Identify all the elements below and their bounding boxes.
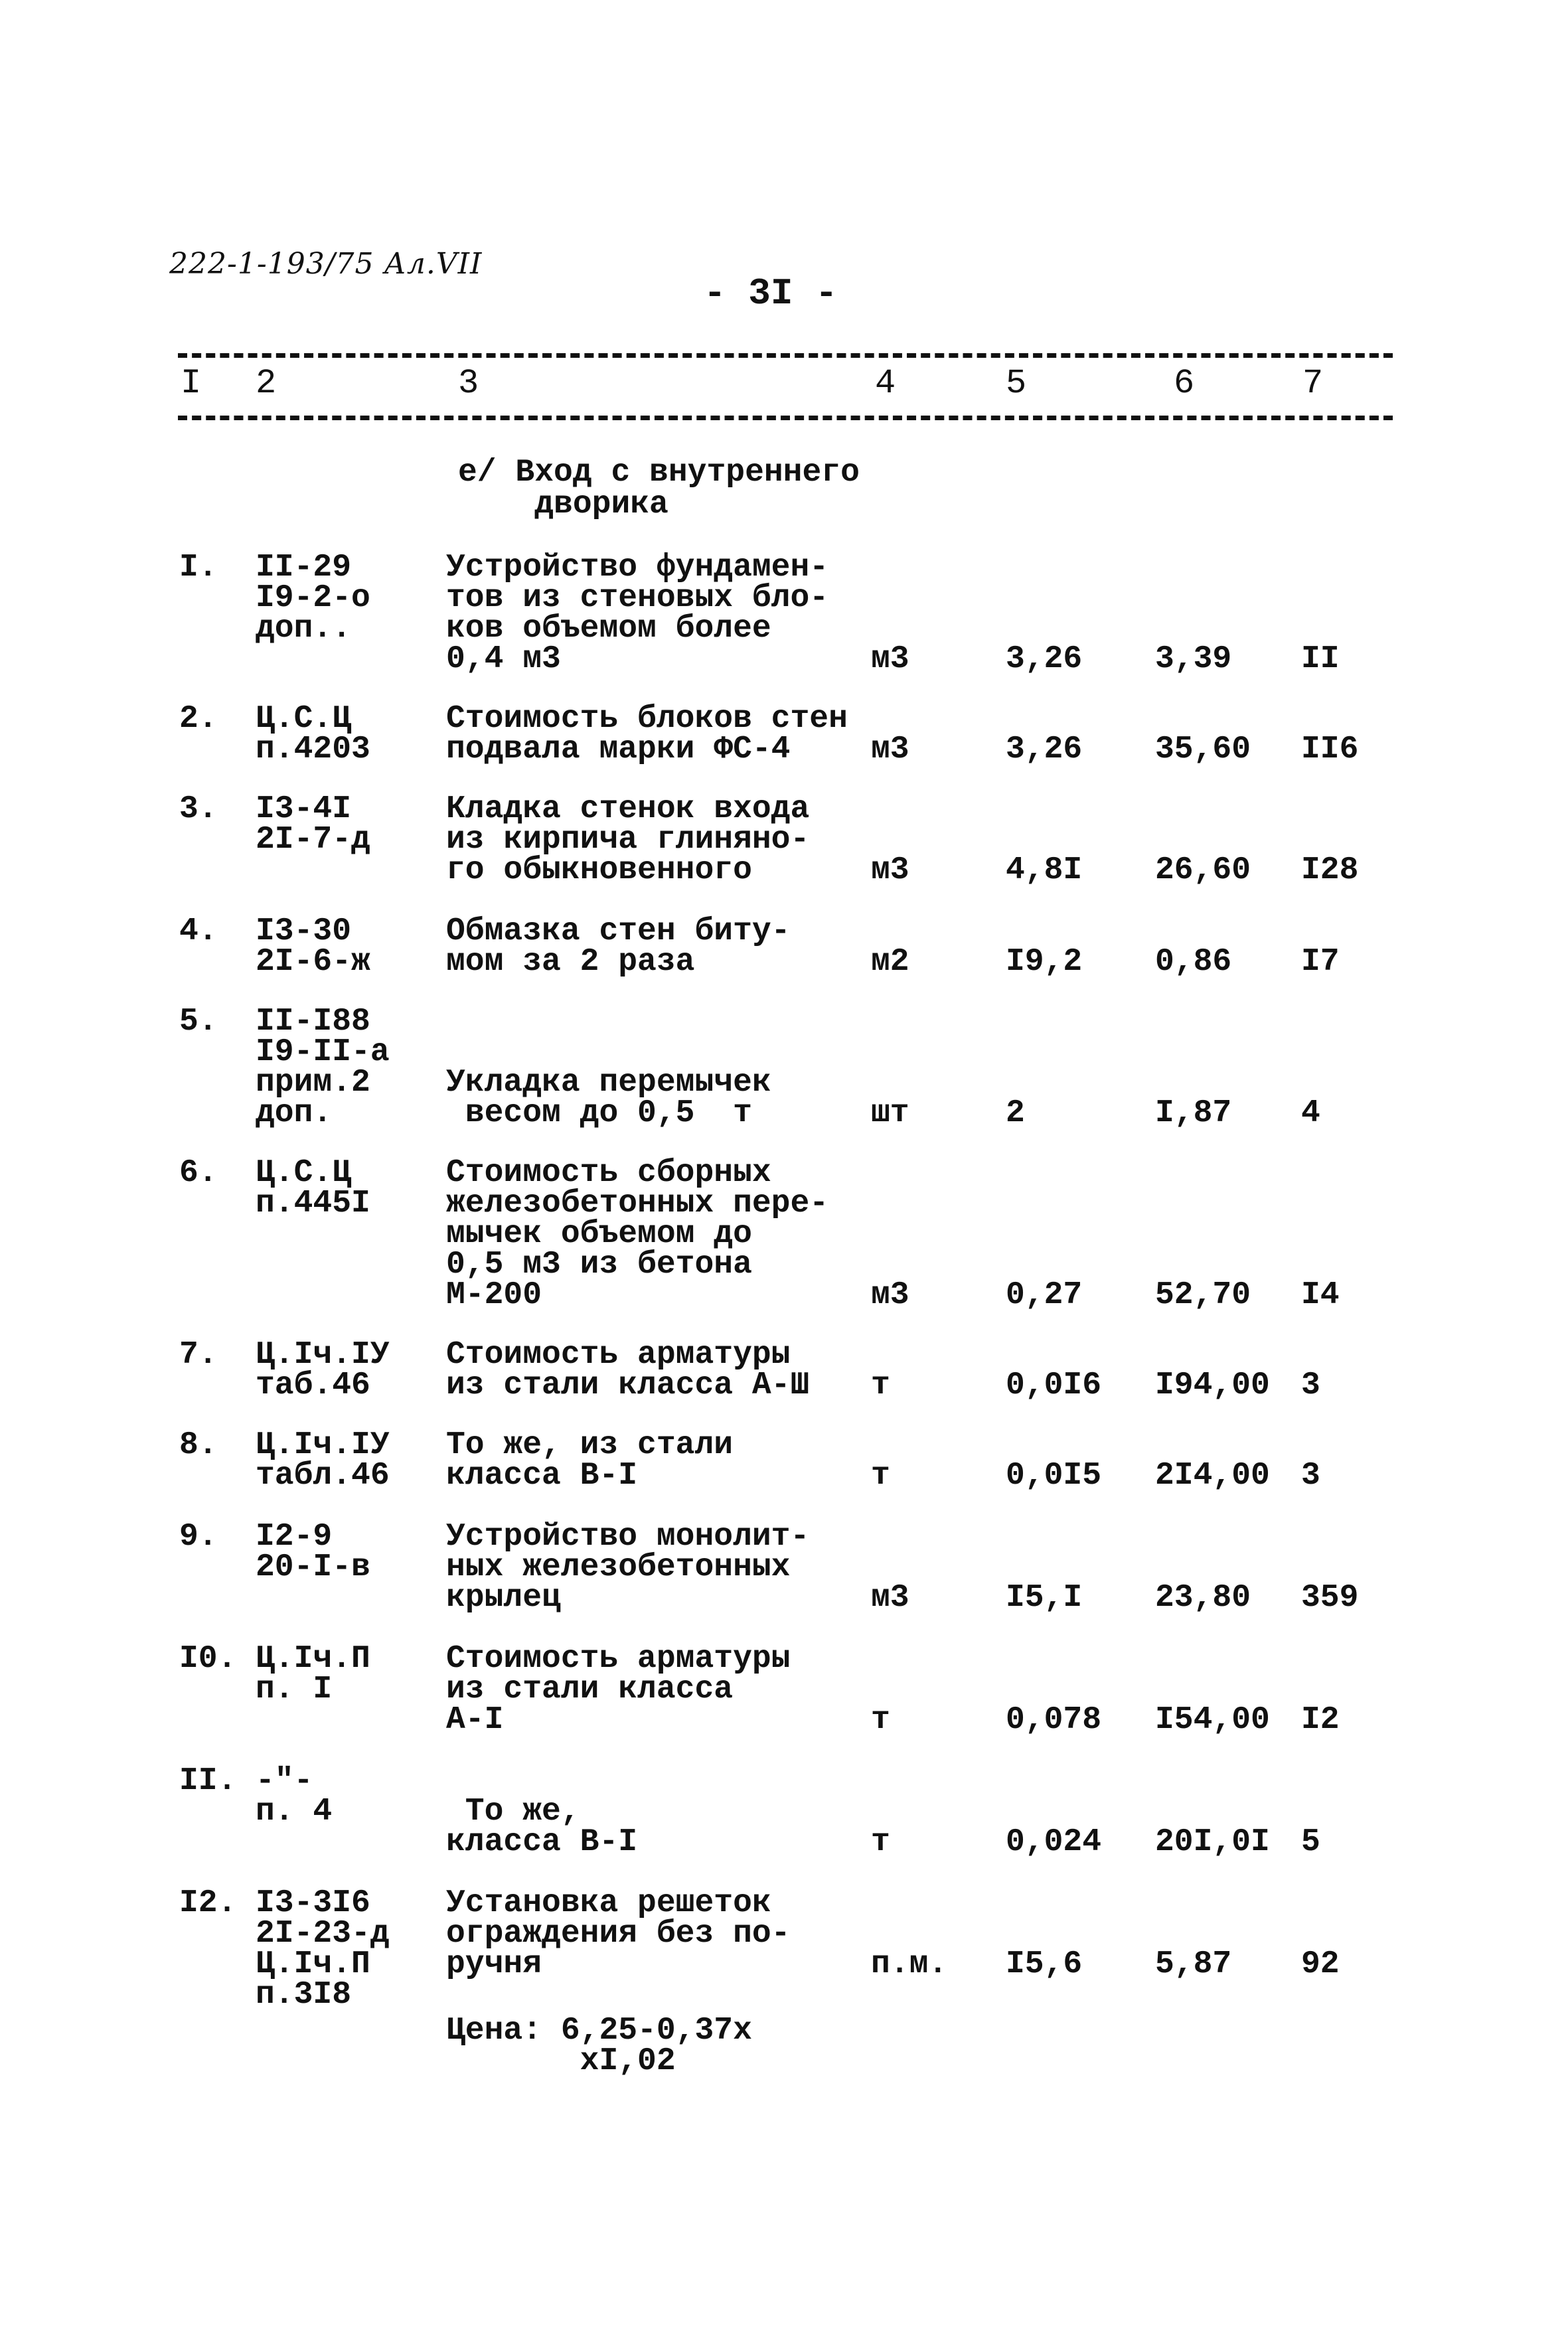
row-code: Ц.Iч.П п. I [256, 1641, 370, 1707]
row-description: Укладка перемычек весом до 0,5 т [446, 1065, 771, 1131]
row-price: 3,39 [1155, 641, 1232, 677]
row-number: 8. [179, 1427, 218, 1463]
row-quantity: 0,024 [1006, 1824, 1102, 1860]
row-number: I2. [179, 1885, 237, 1921]
row-number: 6. [179, 1155, 218, 1191]
row-code: -"- п. 4 [256, 1763, 333, 1830]
row-code: Ц.С.Ц п.4203 [256, 701, 370, 767]
col-header-1: I [181, 364, 202, 403]
row-price: I54,00 [1155, 1702, 1270, 1738]
row-total: I28 [1301, 852, 1359, 888]
header-top-rule [178, 353, 1393, 358]
row-description: Обмазка стен биту- мом за 2 раза [446, 913, 791, 980]
row-total: I7 [1301, 944, 1340, 980]
row-number: 7. [179, 1337, 218, 1373]
row-quantity: 0,27 [1006, 1277, 1083, 1313]
row-unit: м2 [871, 944, 909, 980]
row-number: 4. [179, 913, 218, 949]
row-code: II-I88 I9-II-а прим.2 доп. [256, 1004, 390, 1131]
row-description: Стоимость блоков стен подвала марки ФС-4 [446, 701, 848, 767]
row-code: I2-9 20-I-в [256, 1519, 370, 1585]
row-description: Стоимость сборных железобетонных пере- мычек объемом до 0,5 м3 из бетона М-200 [446, 1155, 829, 1313]
row-total: 5 [1301, 1824, 1320, 1860]
row-code: II-29 I9-2-о доп.. [256, 550, 370, 647]
row-quantity: 2 [1006, 1095, 1025, 1131]
row-description: Стоимость арматуры из стали класса А-I [446, 1641, 791, 1738]
row-quantity: I5,I [1006, 1580, 1083, 1616]
row-unit: м3 [871, 1580, 909, 1616]
row-total: 3 [1301, 1458, 1320, 1494]
row-total: 92 [1301, 1946, 1340, 1982]
row-code: Ц.Iч.IУ табл.46 [256, 1427, 390, 1494]
row-unit: т [871, 1824, 890, 1860]
row-number: I0. [179, 1641, 237, 1677]
row-unit: м3 [871, 732, 909, 767]
row-unit: шт [871, 1095, 909, 1131]
row-unit: т [871, 1458, 890, 1494]
row-unit: т [871, 1702, 890, 1738]
row-unit: м3 [871, 852, 909, 888]
row-total: 4 [1301, 1095, 1320, 1131]
row-number: 3. [179, 791, 218, 827]
row-total: II6 [1301, 732, 1359, 767]
row-price: 2I4,00 [1155, 1458, 1270, 1494]
row-quantity: 0,0I5 [1006, 1458, 1102, 1494]
row-price: I94,00 [1155, 1368, 1270, 1403]
row-unit: п.м. [871, 1946, 948, 1982]
row-total: 359 [1301, 1580, 1359, 1616]
section-title: е/ Вход с внутреннего дворика [458, 455, 860, 522]
row-number: I. [179, 550, 218, 586]
col-header-3: 3 [458, 364, 479, 403]
row-total: II [1301, 641, 1340, 677]
row-price: 0,86 [1155, 944, 1232, 980]
row-total: I2 [1301, 1702, 1340, 1738]
row-unit: т [871, 1368, 890, 1403]
row-description: Стоимость арматуры из стали класса А-Ш [446, 1337, 810, 1403]
row-code: I3-30 2I-6-ж [256, 913, 370, 980]
row-unit: м3 [871, 641, 909, 677]
row-quantity: 0,0I6 [1006, 1368, 1102, 1403]
row-quantity: I9,2 [1006, 944, 1083, 980]
col-header-6: 6 [1174, 364, 1195, 403]
row-number: II. [179, 1763, 237, 1799]
row-description: Установка решеток ограждения без по- ручня [446, 1885, 791, 1982]
row-price: 52,70 [1155, 1277, 1251, 1313]
row-total: 3 [1301, 1368, 1320, 1403]
row-code: Ц.Iч.IУ таб.46 [256, 1337, 390, 1403]
row-number: 9. [179, 1519, 218, 1555]
row-quantity: 3,26 [1006, 732, 1083, 767]
row-description: Устройство фундамен- тов из стеновых бло- ков объемом более 0,4 м3 [446, 550, 829, 677]
col-header-2: 2 [256, 364, 277, 403]
row-description: Устройство монолит- ных железобетонных крылец [446, 1519, 810, 1616]
row-price: I,87 [1155, 1095, 1232, 1131]
row-number: 2. [179, 701, 218, 737]
row-price: 35,60 [1155, 732, 1251, 767]
row-description: То же, класса В-I [446, 1794, 638, 1860]
header-bottom-rule [178, 416, 1393, 420]
row-quantity: 0,078 [1006, 1702, 1102, 1738]
row-number: 5. [179, 1004, 218, 1040]
row-description: То же, из стали класса В-I [446, 1427, 734, 1494]
col-header-7: 7 [1302, 364, 1324, 403]
row-quantity: 3,26 [1006, 641, 1083, 677]
page-number: - 3I - [704, 272, 838, 315]
row-price: 23,80 [1155, 1580, 1251, 1616]
row-description: Кладка стенок входа из кирпича глиняно- го обыкновенного [446, 791, 810, 888]
row-total: I4 [1301, 1277, 1340, 1313]
row-price: 26,60 [1155, 852, 1251, 888]
row-unit: м3 [871, 1277, 909, 1313]
price-note: Цена: 6,25-0,37х хI,02 [446, 2013, 752, 2079]
row-price: 5,87 [1155, 1946, 1232, 1982]
row-code: Ц.С.Ц п.445I [256, 1155, 370, 1221]
col-header-4: 4 [875, 364, 896, 403]
row-price: 20I,0I [1155, 1824, 1270, 1860]
col-header-5: 5 [1006, 364, 1027, 403]
row-code: I3-3I6 2I-23-д Ц.Iч.П п.3I8 [256, 1885, 390, 2013]
row-quantity: I5,6 [1006, 1946, 1083, 1982]
row-code: I3-4I 2I-7-д [256, 791, 370, 858]
document-code: 222-1-193/75 Ал.VII [169, 247, 483, 281]
row-quantity: 4,8I [1006, 852, 1083, 888]
